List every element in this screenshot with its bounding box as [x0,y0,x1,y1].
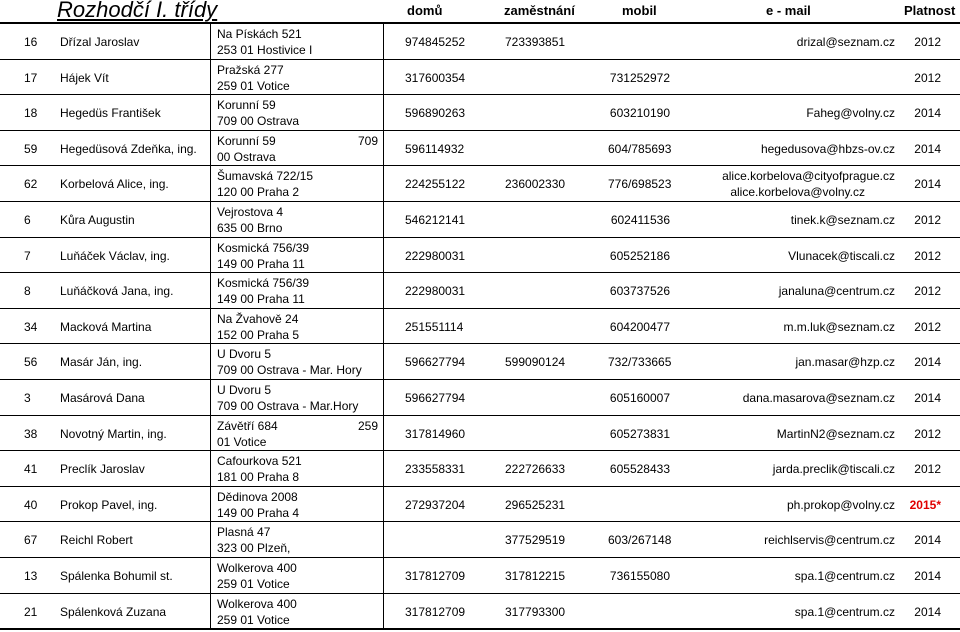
validity: 2014 [914,604,941,619]
row-number: 3 [24,391,31,405]
email-secondary: alice.korbelova@volny.cz [730,185,865,200]
address-city: 149 00 Praha 11 [217,256,305,271]
referee-name: Hájek Vít [60,70,109,85]
phone-home: 596627794 [405,391,466,405]
phone-home: 222980031 [405,284,466,299]
email: tinek.k@seznam.cz [790,213,895,227]
address-city: 709 00 Ostrava - Mar. Hory [217,363,362,378]
row-number: 21 [24,604,38,619]
table-row [0,24,960,60]
email: jan.masar@hzp.cz [795,355,895,370]
row-number: 13 [24,569,38,583]
table-row [0,344,960,380]
email: MartinN2@seznam.cz [776,426,895,441]
address-city: 259 01 Votice [217,78,290,93]
address-street: Šumavská 722/15 [217,169,314,184]
email: reichlservis@centrum.cz [764,533,895,548]
phone-work: 723393851 [505,35,566,49]
referee-name: Kůra Augustin [60,213,135,227]
row-number: 6 [24,213,31,227]
phone-mobile: 605273831 [609,426,670,441]
column-header-validity: Platnost [904,3,956,18]
address-street: Cafourkova 521 [217,454,302,469]
address-city: 253 01 Hostivice I [217,43,313,57]
column-header-email: e - mail [766,3,811,18]
address-street: Wolkerova 400 [217,561,297,575]
address-city: 635 00 Brno [217,221,283,235]
row-number: 17 [24,70,38,85]
phone-mobile: 604/785693 [608,141,672,156]
address-street: Pražská 277 [217,62,284,77]
table-row [0,95,960,131]
address-city: 709 00 Ostrava - Mar.Hory [217,399,359,413]
email: janaluna@centrum.cz [778,284,895,299]
email: alice.korbelova@cityofprague.cz [722,169,895,184]
referee-name: Macková Martina [60,319,152,334]
table-row [0,166,960,202]
address-city: 181 00 Praha 8 [217,470,300,485]
validity: 2014 [914,355,941,370]
row-number: 56 [24,355,38,370]
phone-work: 317793300 [505,604,566,619]
phone-home: 546212141 [405,213,466,227]
validity: 2014 [914,141,941,156]
phone-home: 974845252 [405,35,466,49]
table-row [0,273,960,309]
phone-mobile: 603/267148 [608,533,672,548]
validity: 2012 [914,248,941,263]
phone-work: 222726633 [505,462,566,477]
phone-home: 596890263 [405,106,466,121]
phone-home: 222980031 [405,248,466,263]
validity: 2012 [914,213,941,227]
phone-home: 317812709 [405,604,466,619]
validity: 2012 [914,462,941,477]
table-row [0,522,960,558]
referee-name: Hegedüs František [60,106,161,121]
address-street: Kosmická 756/39 [217,276,310,291]
email: jarda.preclik@tiscali.cz [772,462,895,477]
phone-work: 377529519 [505,533,566,548]
row-number: 59 [24,141,38,156]
referee-table [0,22,960,630]
address-city: 149 00 Praha 4 [217,505,300,520]
validity: 2012 [914,284,941,299]
referee-name: Reichl Robert [60,533,133,548]
referee-name: Masárová Dana [60,391,145,405]
address-street: Wolkerova 400 [217,596,297,611]
address-street: U Dvoru 5 [217,383,272,397]
header-bar [0,0,960,22]
phone-mobile: 603737526 [609,284,670,299]
validity: 2014 [914,177,941,192]
row-number: 16 [24,35,38,49]
row-number: 41 [24,462,38,477]
phone-mobile: 604200477 [609,319,670,334]
referee-name: Luňáček Václav, ing. [60,248,170,263]
validity: 2014 [914,533,941,548]
phone-home: 224255122 [405,177,466,192]
row-number: 18 [24,106,38,121]
phone-mobile: 603210190 [609,106,670,121]
row-number: 38 [24,426,38,441]
row-number: 62 [24,177,38,192]
validity: 2015* [909,497,941,512]
referee-name: Novotný Martin, ing. [60,426,167,441]
page-title: Rozhodčí I. třídy [57,0,218,22]
table-row [0,487,960,523]
address-city: 259 01 Votice [217,612,290,627]
validity: 2012 [914,35,941,49]
phone-mobile: 605528433 [609,462,670,477]
phone-home: 233558331 [405,462,466,477]
phone-mobile: 731252972 [609,70,670,85]
email: spa.1@centrum.cz [794,604,895,619]
validity: 2014 [914,569,941,583]
address-street: Plasná 47 [217,525,271,540]
table-row [0,131,960,167]
phone-mobile: 776/698523 [608,177,672,192]
row-number: 34 [24,319,38,334]
address-extra: 709 [358,133,379,148]
email: Faheg@volny.cz [806,106,895,121]
row-number: 8 [24,284,31,299]
row-number: 7 [24,248,31,263]
validity: 2012 [914,426,941,441]
validity: 2012 [914,70,941,85]
email: hegedusova@hbzs-ov.cz [760,141,895,156]
email: m.m.luk@seznam.cz [783,319,895,334]
address-city: 152 00 Praha 5 [217,327,300,342]
referee-name: Spálenka Bohumil st. [60,569,173,583]
phone-mobile: 602411536 [610,213,670,227]
column-header-home: domů [407,3,443,18]
address-extra: 259 [358,418,379,433]
address-street: Kosmická 756/39 [217,240,310,255]
address-street: U Dvoru 5 [217,347,272,362]
address-city: 120 00 Praha 2 [217,185,300,200]
referee-name: Preclík Jaroslav [60,462,145,477]
address-street: Závětří 684 [217,418,278,433]
address-street: Korunní 59 [217,98,276,113]
address-city: 149 00 Praha 11 [217,292,305,307]
address-city: 709 00 Ostrava [217,114,300,129]
column-header-work: zaměstnání [504,3,575,18]
email: ph.prokop@volny.cz [786,497,895,512]
phone-home: 317600354 [405,70,466,85]
email: spa.1@centrum.cz [794,569,895,583]
address-city: 01 Votice [217,434,267,449]
phone-home: 596627794 [405,355,466,370]
table-row [0,309,960,345]
email: Vlunacek@tiscali.cz [788,248,895,263]
phone-mobile: 605160007 [609,391,670,405]
referee-name: Masár Ján, ing. [60,355,143,370]
phone-work: 317812215 [505,569,566,583]
referee-name: Hegedüsová Zdeňka, ing. [60,141,197,156]
referee-name: Prokop Pavel, ing. [60,497,158,512]
address-street: Korunní 59 [217,133,276,148]
phone-work: 599090124 [505,355,566,370]
email: drizal@seznam.cz [796,35,895,49]
phone-mobile: 605252186 [609,248,670,263]
table-row [0,202,960,238]
phone-mobile: 736155080 [609,569,670,583]
email: dana.masarova@seznam.cz [742,391,895,405]
table-row [0,60,960,96]
address-street: Vejrostova 4 [217,205,284,219]
referee-name: Korbelová Alice, ing. [60,177,169,192]
address-city: 323 00 Plzeň, [217,541,291,556]
address-street: Na Pískách 521 [217,27,302,41]
phone-work: 236002330 [505,177,566,192]
table-row [0,451,960,487]
address-street: Na Žvahově 24 [217,311,299,326]
referee-name: Dřízal Jaroslav [60,35,140,49]
phone-mobile: 732/733665 [608,355,672,370]
validity: 2014 [914,391,941,405]
phone-home: 317812709 [405,569,466,583]
phone-work: 296525231 [505,497,566,512]
address-city: 259 01 Votice [217,577,290,591]
phone-home: 272937204 [405,497,466,512]
validity: 2012 [914,319,941,334]
address-street: Dědinova 2008 [217,489,298,504]
address-city: 00 Ostrava [217,149,276,164]
row-number: 40 [24,497,38,512]
table-row [0,558,960,594]
table-row [0,416,960,452]
validity: 2014 [914,106,941,121]
table-row [0,380,960,416]
column-header-mobile: mobil [622,3,657,18]
table-row [0,594,960,630]
referee-name: Luňáčková Jana, ing. [60,284,174,299]
table-row [0,238,960,274]
row-number: 67 [24,533,38,548]
phone-home: 251551114 [405,319,464,334]
phone-home: 317814960 [405,426,466,441]
referee-name: Spálenková Zuzana [60,604,167,619]
phone-home: 596114932 [405,141,465,156]
